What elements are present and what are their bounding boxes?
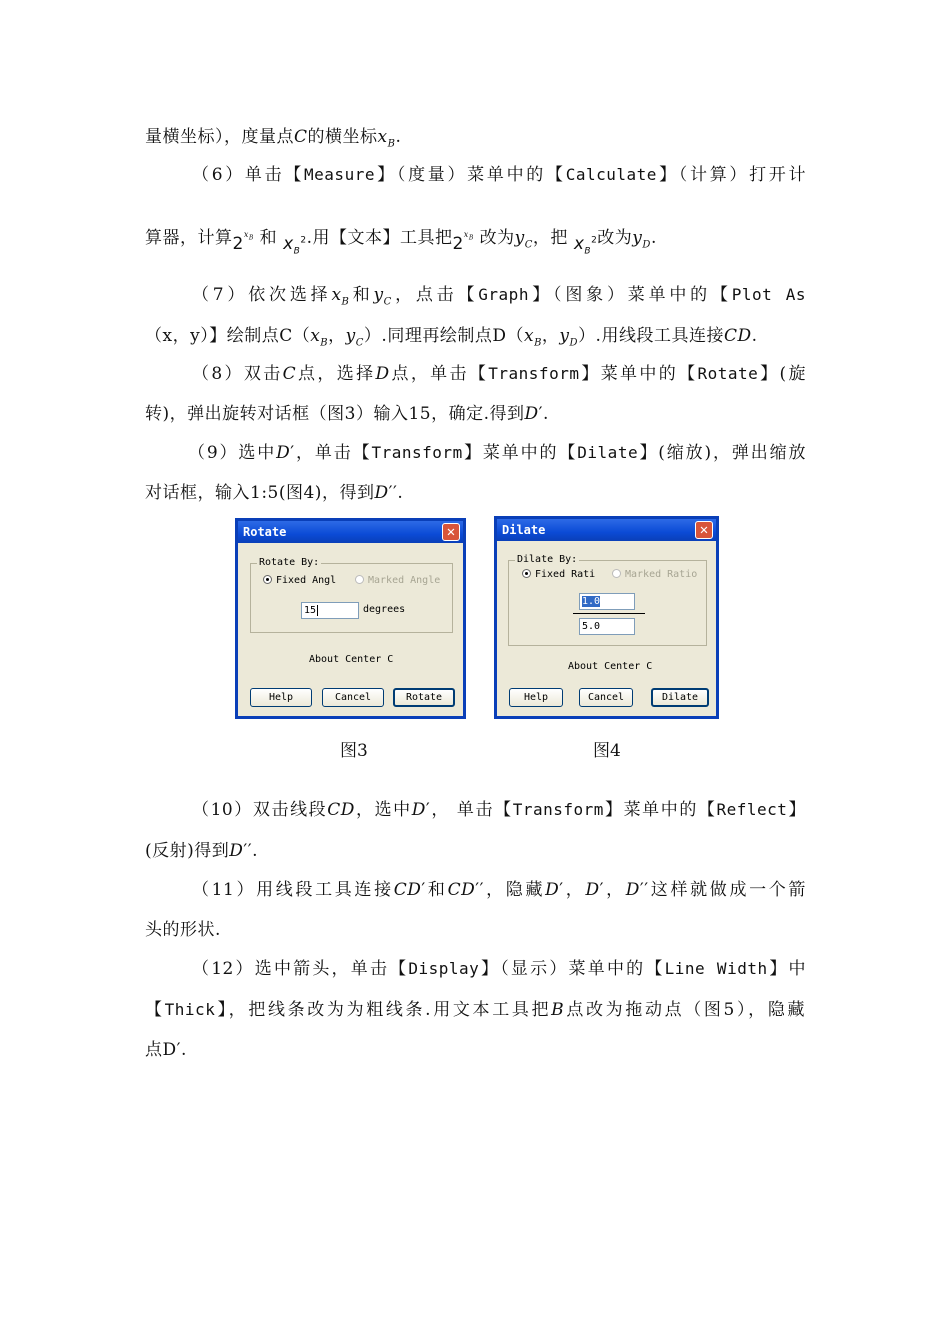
text-line-6: （8）双击C点，选择D点，单击【Transform】菜单中的【Rotate】(旋 xyxy=(192,364,807,384)
text-line-7: 转)，弹出旋转对话框（图3）输入15，确定.得到D′. xyxy=(145,404,549,424)
rotate-button[interactable]: Rotate xyxy=(393,688,455,707)
text-line-8: （9）选中D′，单击【Transform】菜单中的【Dilate】(缩放)，弹出缩放 xyxy=(188,443,807,463)
rotate-dialog xyxy=(235,518,466,719)
text-line-10: （10）双击线段CD，选中D′， 单击【Transform】菜单中的【Reflect】 xyxy=(192,800,807,820)
rotate-by-group: Rotate By: Fixed Angl Marked Angle 15 degrees xyxy=(250,563,453,633)
text-line-15: 【Thick】，把线条改为为粗线条.用文本工具把B点改为拖动点（图5），隐藏 xyxy=(145,1000,805,1020)
about-center-label: About Center C xyxy=(309,654,394,665)
text-line-5: （x，y）】绘制点$C(x_B$，$y_C$）.同理再绘制点$D(x_B$，$y_D$）.用线段工具连接CD. xyxy=(145,326,758,349)
marked-angle-radio: Marked Angle xyxy=(355,575,440,586)
text-line-1: 量横坐标），度量点C的横坐标$x_B$. xyxy=(145,127,402,150)
help-button[interactable]: Help xyxy=(509,688,563,707)
dilate-by-group: Dilate By: Fixed Rati Marked Ratio 1.0 5.0 xyxy=(508,560,707,646)
fixed-angle-radio[interactable]: Fixed Angl xyxy=(263,575,336,586)
text-line-12: （11）用线段工具连接CD′和CD′′，隐藏D′，D′，D′′这样就做成一个箭 xyxy=(192,880,806,900)
rotate-dialog-titlebar: Rotate ✕ xyxy=(238,521,463,543)
close-icon[interactable]: ✕ xyxy=(442,523,460,541)
text-line-3: 算器，计算$2^{x_B}$ 和 $x_B^2$.用【文本】工具把$2^{x_B}$ 改为$y_C$，把 $x_B^2$改为$y_D$. xyxy=(145,228,657,257)
figure-3-caption: 图3 xyxy=(340,741,368,761)
fraction-bar xyxy=(573,613,645,614)
dilate-dialog-titlebar: Dilate ✕ xyxy=(497,519,716,541)
marked-ratio-radio: Marked Ratio xyxy=(612,569,697,580)
angle-input[interactable]: 15 xyxy=(301,602,359,619)
numerator-input[interactable]: 1.0 xyxy=(579,593,635,610)
dilate-button[interactable]: Dilate xyxy=(651,688,709,707)
text-line-2: （6）单击【Measure】（度量）菜单中的【Calculate】（计算）打开计 xyxy=(192,165,807,185)
cancel-button[interactable]: Cancel xyxy=(322,688,384,707)
help-button[interactable]: Help xyxy=(250,688,312,707)
text-line-4: （7）依次选择$x_B$和$y_C$，点击【Graph】（图象）菜单中的【Plot As xyxy=(192,285,807,308)
denominator-input[interactable]: 5.0 xyxy=(579,618,635,635)
about-center-label: About Center C xyxy=(568,661,653,672)
text-line-9: 对话框，输入1:5(图4)，得到D′′. xyxy=(145,483,404,503)
text-line-13: 头的形状. xyxy=(145,920,221,940)
text-line-11: (反射)得到D′′. xyxy=(145,841,259,861)
degrees-label: degrees xyxy=(363,604,406,615)
text-line-14: （12）选中箭头，单击【Display】（显示）菜单中的【Line Width】中 xyxy=(192,959,807,979)
dilate-dialog xyxy=(494,516,719,719)
cancel-button[interactable]: Cancel xyxy=(579,688,633,707)
figure-4-caption: 图4 xyxy=(593,741,621,761)
fixed-ratio-radio[interactable]: Fixed Rati xyxy=(522,569,595,580)
close-icon[interactable]: ✕ xyxy=(695,521,713,539)
text-line-16: 点D′. xyxy=(145,1040,187,1060)
